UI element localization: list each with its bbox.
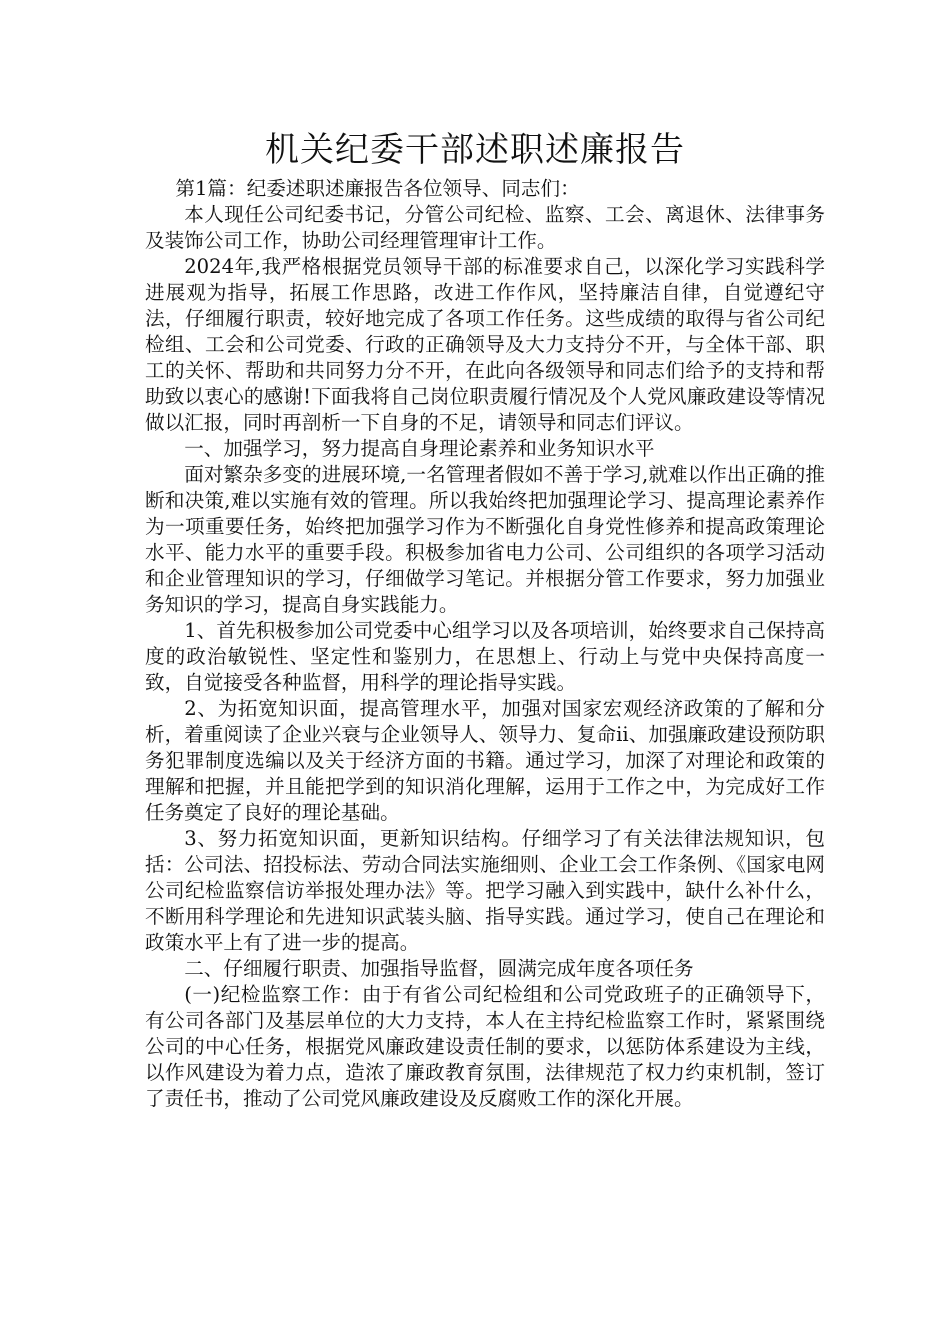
document-body xyxy=(145,176,825,1112)
paragraph: 本人现任公司纪委书记，分管公司纪检、监察、工会、离退休、法律事务及装饰公司工作，协助公司经理管理审计工作。 xyxy=(145,203,825,252)
paragraph: 面对繁杂多变的进展环境,一名管理者假如不善于学习,就难以作出正确的推断和决策,难以实施有效的管理。所以我始终把加强理论学习、提高理论素养作为一项重要任务，始终把加强学习作为不断强化自身党性修养和提高政策理论水平、能力水平的重要手段。积极参加省电力公司、公司组织的各项学习活动和企业管理知识的学习，仔细做学习笔记。并根据分管工作要求，努力加强业务知识的学习，提高自身实践能力。 xyxy=(145,463,825,616)
paragraph: 2024年,我严格根据党员领导干部的标准要求自己，以深化学习实践科学进展观为指导，拓展工作思路，改进工作作风，坚持廉洁自律，自觉遵纪守法，仔细履行职责，较好地完成了各项工作任务。这些成绩的取得与省公司纪检组、工会和公司党委、行政的正确领导及大力支持分不开，与全体干部、职工的关怀、帮助和共同努力分不开，在此向各级领导和同志们给予的支持和帮助致以衷心的感谢!下面我将自己岗位职责履行情况及个人党风廉政建设等情况做以汇报，同时再剖析一下自身的不足，请领导和同志们评议。 xyxy=(145,255,825,434)
section-heading: 二、仔细履行职责、加强指导监督，圆满完成年度各项任务 xyxy=(184,957,694,980)
paragraph: 3、努力拓宽知识面，更新知识结构。仔细学习了有关法律法规知识，包括：公司法、招投标法、劳动合同法实施细则、企业工会工作条例、《国家电网公司纪检监察信访举报处理办法》等。把学习融入到实践中，缺什么补什么，不断用科学理论和先进知识武装头脑、指导实践。通过学习，使自己在理论和政策水平上有了进一步的提高。 xyxy=(145,827,825,954)
section-heading: 一、加强学习，努力提高自身理论素养和业务知识水平 xyxy=(184,437,655,460)
paragraph: 1、首先积极参加公司党委中心组学习以及各项培训，始终要求自己保持高度的政治敏锐性、坚定性和鉴别力，在思想上、行动上与党中央保持高度一致，自觉接受各种监督，用科学的理论指导实践。 xyxy=(145,619,825,694)
paragraph-heading-intro: 第1篇：纪委述职述廉报告各位领导、同志们： xyxy=(175,177,580,200)
document-title: 机关纪委干部述职述廉报告 xyxy=(265,130,685,170)
paragraph: 2、为拓宽知识面，提高管理水平，加强对国家宏观经济政策的了解和分析，着重阅读了企业兴衰与企业领导人、领导力、复命ii、加强廉政建设预防职务犯罪制度选编以及关于经济方面的书籍。通过学习，加深了对理论和政策的理解和把握，并且能把学到的知识消化理解，运用于工作之中，为完成好工作任务奠定了良好的理论基础。 xyxy=(145,697,825,824)
paragraph: (一)纪检监察工作：由于有省公司纪检组和公司党政班子的正确领导下，有公司各部门及基层单位的大力支持，本人在主持纪检监察工作时，紧紧围绕公司的中心任务，根据党风廉政建设责任制的要求，以惩防体系建设为主线，以作风建设为着力点，造浓了廉政教育氛围，法律规范了权力约束机制，签订了责任书，推动了公司党风廉政建设及反腐败工作的深化开展。 xyxy=(145,983,825,1110)
